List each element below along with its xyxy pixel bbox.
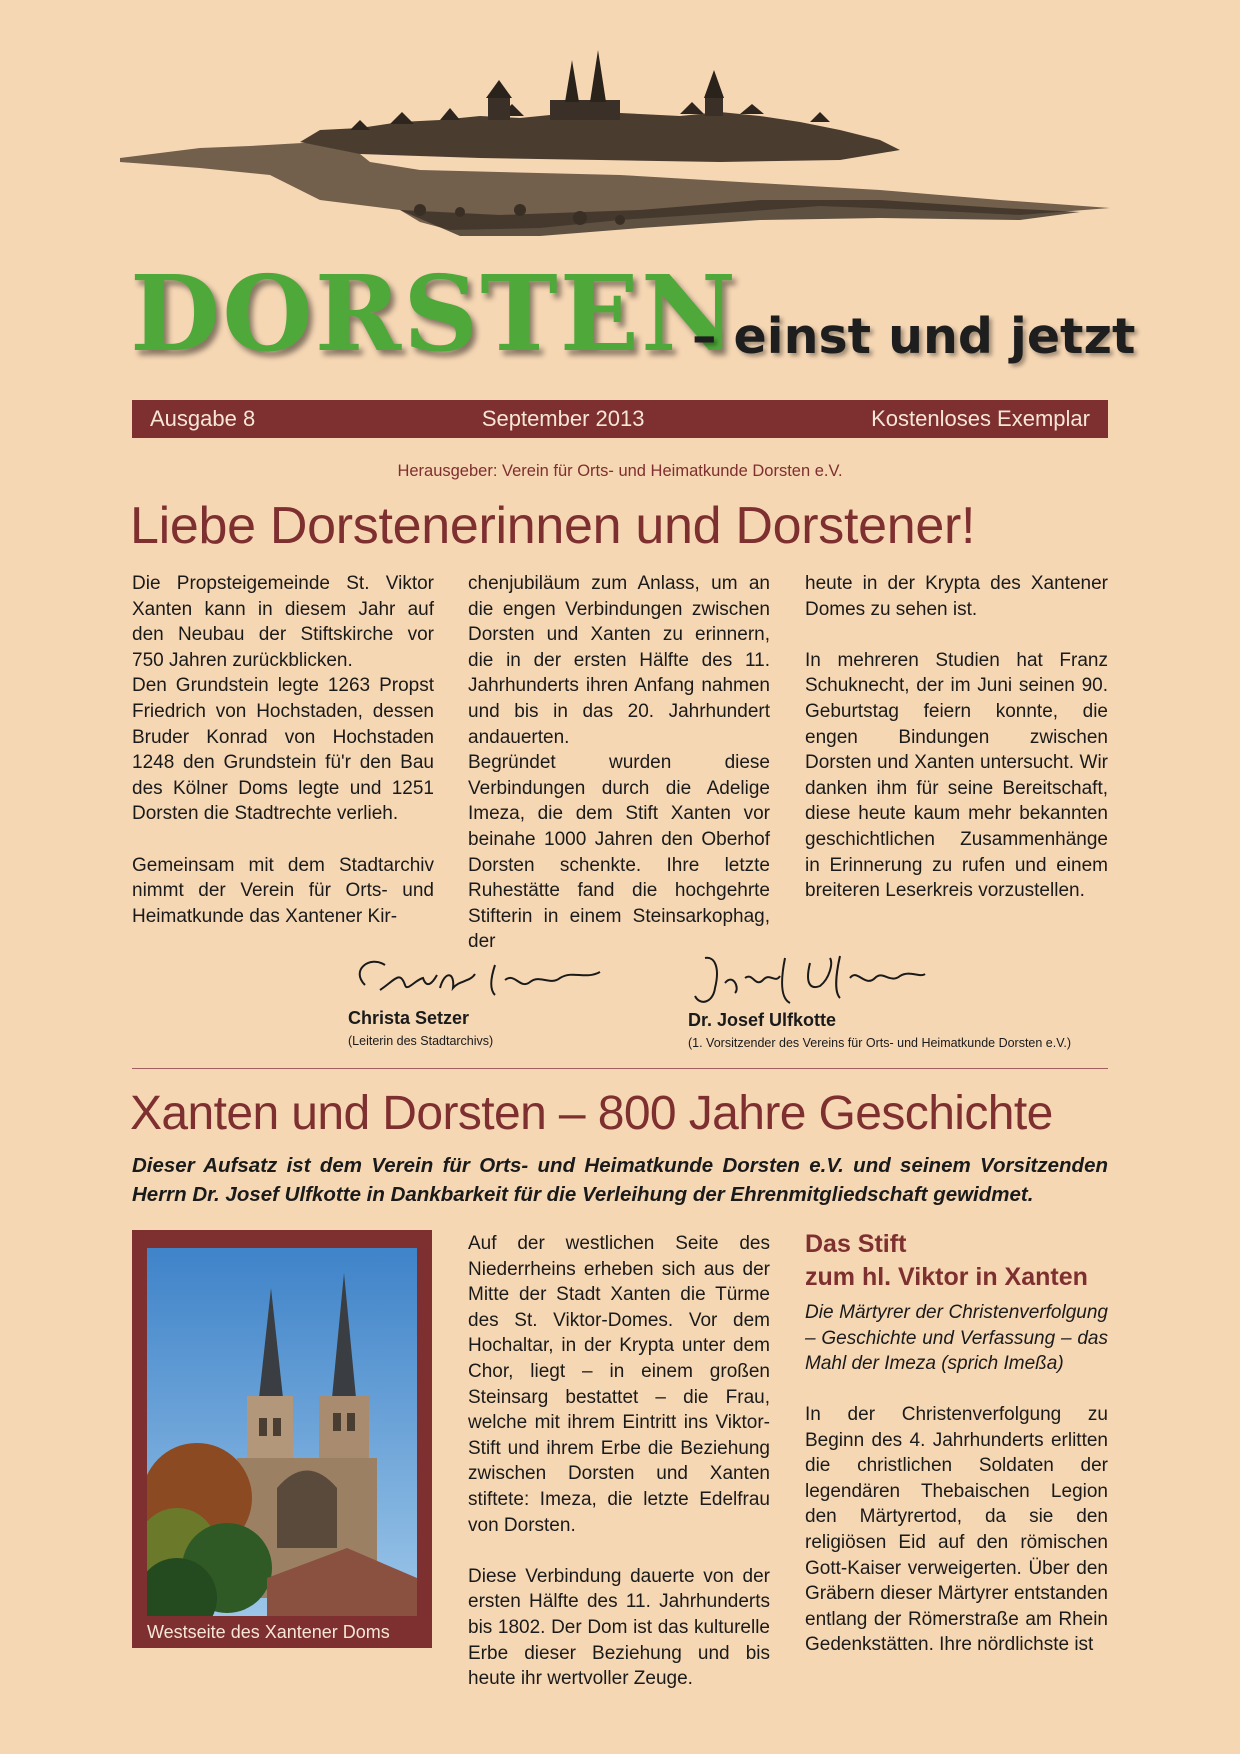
- paragraph: Gemeinsam mit dem Stadtarchiv nimmt der Verein für Orts- und Heimatkunde das Xantener Kir-: [132, 854, 434, 927]
- section-title: [805, 1228, 1088, 1294]
- signature-role-1: (Leiterin des Stadtarchivs): [348, 1034, 494, 1048]
- signature-role-2: (1. Vorsitzender des Vereins für Orts- und Heimatkunde Dorsten e.V.): [688, 1036, 1072, 1050]
- paragraph: Auf der westlichen Seite des Niederrheins erheben sich aus der Mitte der Stadt Xanten die Türme des St. Viktor-Domes. Vor dem Hochaltar, in der Krypta unter dem Chor, liegt – in einem großen Steinsarg bestattet – die Frau, welche mit ihrem Eintritt ins Viktor-Stift und ihrem Erbe die Beziehung zwischen Dorsten und Xanten stiftete: Imeza, die letzte Edelfrau von Dorsten.: [468, 1233, 770, 1536]
- section-title-line-1: Das Stift: [805, 1230, 907, 1258]
- paragraph: Begründet wurden diese Verbindungen durch die Adelige Imeza, die dem Stift Xanten vor beinahe 1000 Jahren den Oberhof Dorsten schenkte. Ihre letzte Ruhestätte fand die hochgehrte Stifterin in einem Steinsarkophag, der: [468, 752, 770, 953]
- article-dedication: Dieser Aufsatz ist dem Verein für Orts- und Heimatkunde Dorsten e.V. und seinem Vorsitzenden Herrn Dr. Josef Ulfkotte in Dankbarkeit für die Verleihung der Ehrenmitgliedschaft gewidmet.: [132, 1154, 1108, 1206]
- publisher-line: Herausgeber: Verein für Orts- und Heimatkunde Dorsten e.V.: [397, 462, 843, 480]
- section-title-line-2: zum hl. Viktor in Xanten: [805, 1263, 1088, 1291]
- photo-frame: [132, 1230, 432, 1648]
- editorial-column-3: [805, 571, 1108, 904]
- editorial-column-1: [132, 571, 434, 929]
- paragraph: In der Christenverfolgung zu Beginn des 4. Jahrhunderts erlitten die christlichen Soldaten der legendären Thebaischen Legion den Märtyrertod, da sie den religiösen Eid auf den römischen Gott-Kaiser verweigerten. Über den Gräbern dieser Märtyrer entstanden entlang der Römerstraße am Rhein Gedenkstätten. Ihre nördlichste ist: [805, 1404, 1108, 1656]
- masthead-subtitle: – einst und jetzt: [692, 308, 1136, 365]
- issue-date: September 2013: [481, 406, 645, 431]
- paragraph: In mehreren Studien hat Franz Schuknecht, der im Juni seinen 90. Geburtstag feiern konnte, die engen Bindungen zwischen Dorsten und Xanten untersucht. Wir danken ihm für seine Bereitschaft, diese heute kaum mehr bekannten geschichtlichen Zusammenhänge in Erinnerung zu rufen und einem breiteren Leserkreis vorzustellen.: [805, 649, 1108, 902]
- town-skyline-engraving: [120, 50, 1120, 265]
- signature-name-1: Christa Setzer: [348, 1008, 470, 1028]
- editorial-column-2: [468, 571, 770, 955]
- photo-caption: Westseite des Xantener Doms: [147, 1622, 390, 1642]
- article-headline: Xanten und Dorsten – 800 Jahre Geschichte: [130, 1087, 1053, 1140]
- paragraph: heute in der Krypta des Xantener Domes zu sehen ist.: [805, 573, 1108, 620]
- issue-bar: [132, 400, 1108, 438]
- paragraph: Die Propsteigemeinde St. Viktor Xanten kann in diesem Jahr auf den Neubau der Stiftskirche vor 750 Jahren zurückblicken.: [132, 573, 434, 671]
- cathedral-photo: [147, 1248, 417, 1616]
- article-column-2: [468, 1231, 770, 1692]
- signature-josef-ulfkotte-handwriting: [685, 948, 935, 1013]
- masthead-title: DORSTEN: [130, 252, 739, 375]
- section-subtitle: Die Märtyrer der Christenverfolgung – Geschichte und Verfassung – das Mahl der Imeza (sprich Imeßa): [805, 1302, 1108, 1375]
- issue-note: Kostenloses Exemplar: [871, 406, 1090, 431]
- paragraph: Den Grundstein legte 1263 Propst Friedrich von Hochstaden, dessen Bruder Konrad von Hochstaden 1248 den Grundstein fü'r den Bau des Kölner Doms legte und 1251 Dorsten die Stadtrechte verlieh.: [132, 675, 434, 825]
- paragraph: chenjubiläum zum Anlass, um an die engen Verbindungen zwischen Dorsten und Xanten zu erinnern, die in der ersten Hälfte des 11. Jahrhunderts ihren Anfang nahmen und bis in das 20. Jahrhundert andauerten.: [468, 573, 770, 748]
- signature-christa-setzer-handwriting: [345, 950, 625, 1010]
- signature-name-2: Dr. Josef Ulfkotte: [688, 1010, 837, 1030]
- section-divider: [132, 1068, 1108, 1069]
- editorial-headline: Liebe Dorstenerinnen und Dorstener!: [130, 497, 976, 555]
- issue-number: Ausgabe 8: [150, 406, 256, 431]
- article-column-3: [805, 1402, 1108, 1658]
- paragraph: Diese Verbindung dauerte von der ersten Hälfte des 11. Jahrhunderts bis 1802. Der Dom ist das kulturelle Erbe dieser Beziehung und bis heute ihr wertvoller Zeuge.: [468, 1565, 770, 1690]
